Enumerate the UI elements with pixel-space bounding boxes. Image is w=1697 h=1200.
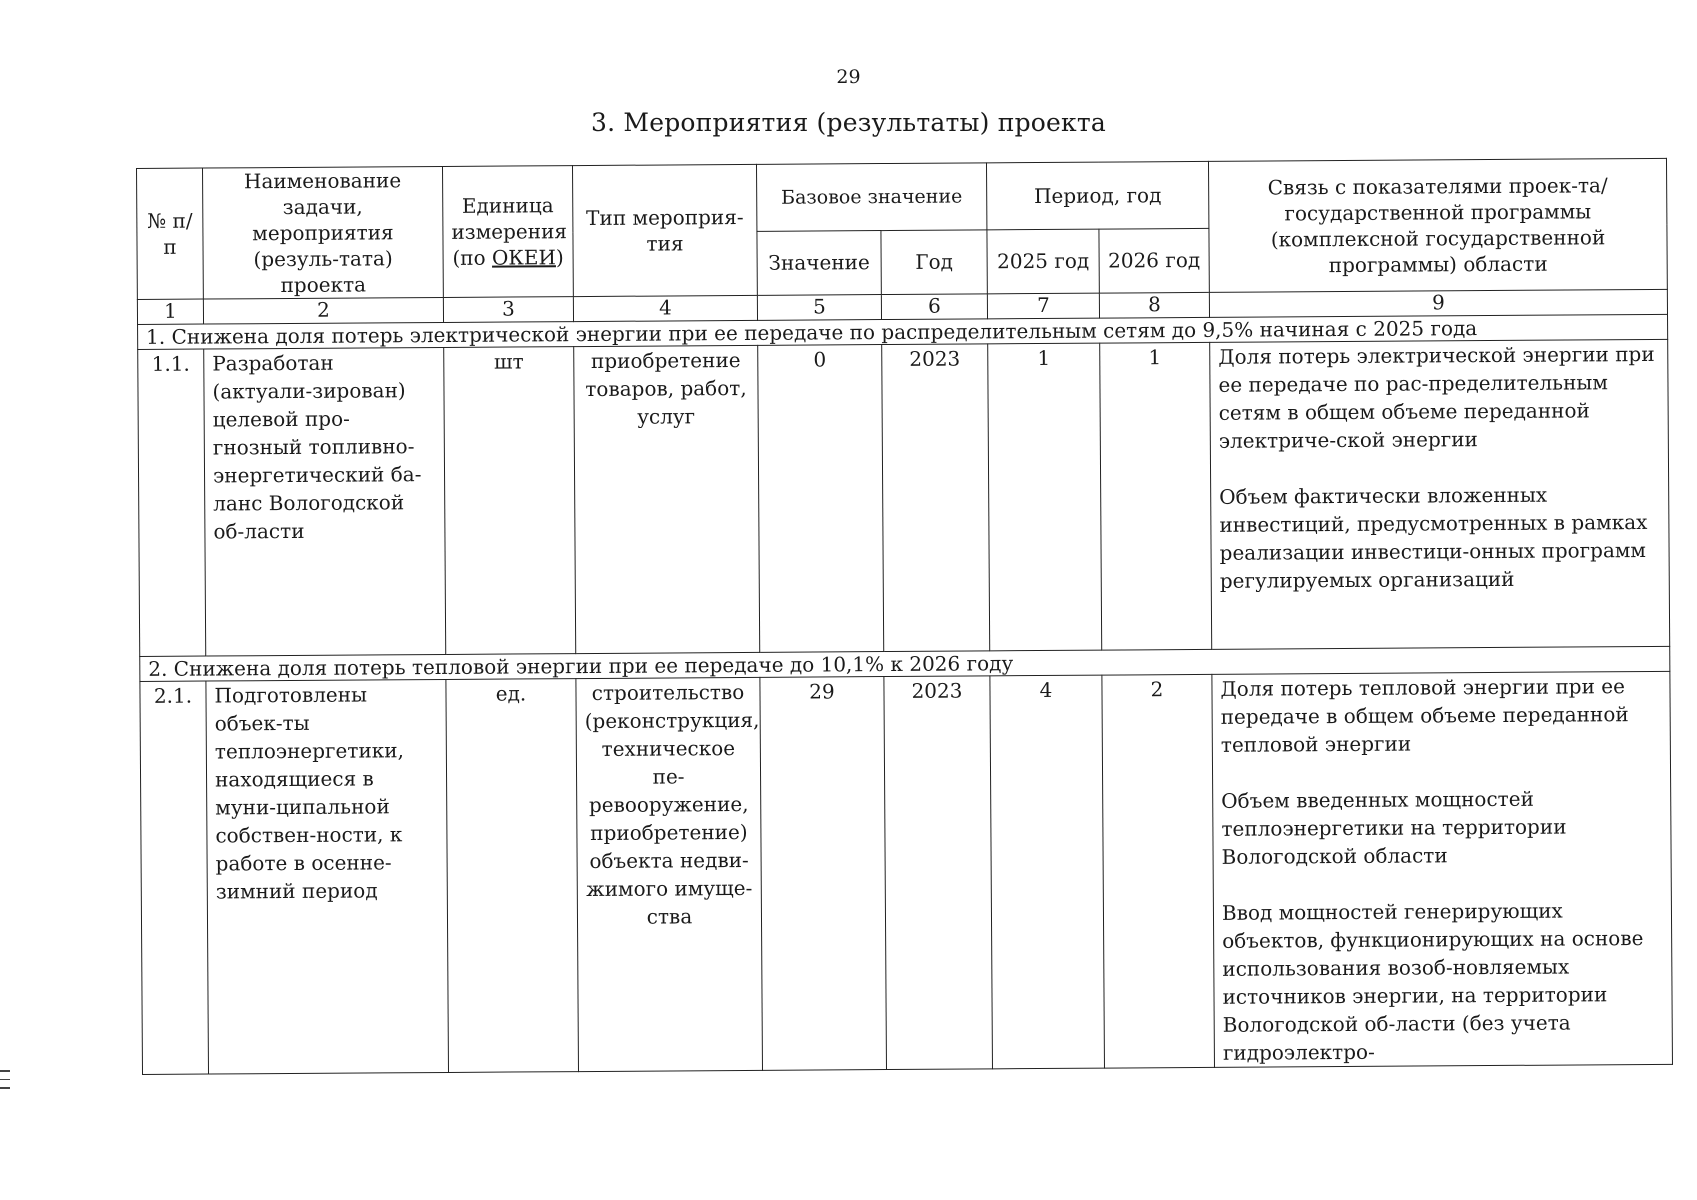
page-number: 29 <box>836 66 861 88</box>
column-number: 8 <box>1099 292 1209 318</box>
link-indicator: Доля потерь электрической энергии при ее передаче по рас-пределительным сетям в общем объеме переданной электриче-ской энергии <box>1218 341 1655 453</box>
row-2026: 2 <box>1102 674 1215 1068</box>
header-row-top <box>137 158 1667 235</box>
link-indicator: Объем фактически вложенных инвестиций, предусмотренных в рамках реализации инвестици-онных программ регулируемых организаций <box>1219 482 1648 593</box>
link-indicator: Доля потерь тепловой энергии при ее передаче в общем объеме переданной тепловой энергии <box>1220 674 1629 757</box>
header-base-year: Год <box>881 230 987 295</box>
header-base: Базовое значение <box>756 163 986 231</box>
link-indicator: Объем введенных мощностей теплоэнергетики на территории Вологодской области <box>1221 786 1567 869</box>
header-period: Период, год <box>986 161 1208 229</box>
section-title: 3. Мероприятия (результаты) проекта <box>591 108 1106 137</box>
row-2026: 1 <box>1100 342 1212 650</box>
header-type: Тип мероприя-тия <box>572 164 757 296</box>
measures-table <box>136 158 1673 1075</box>
row-base-value: 0 <box>758 345 884 653</box>
column-number: 5 <box>757 295 881 321</box>
header-2026: 2026 год <box>1099 228 1209 293</box>
column-number: 6 <box>881 294 987 320</box>
row-type: приобретение товаров, работ, услуг <box>574 345 760 653</box>
header-num: № п/п <box>137 168 204 299</box>
link-indicator: Ввод мощностей генерирующих объектов, функционирующих на основе использования возоб-новляемых источников энергии, на территории Вологодской об-ласти (без учета гидроэлектро- <box>1221 898 1644 1065</box>
row-unit: шт <box>444 347 576 655</box>
row-type: строительство (реконструкция, техническое пе-ревооружение, приобретение) объекта недви-жимого имуще-ства <box>576 677 763 1071</box>
header-base-value: Значение <box>757 230 881 295</box>
row-links <box>1210 339 1670 649</box>
row-links <box>1212 671 1673 1067</box>
table-row <box>138 339 1670 656</box>
column-number: 3 <box>443 297 573 323</box>
row-num: 2.1. <box>140 681 209 1074</box>
header-link: Связь с показателями проек-та/государственной программы (комплексной государственной программы) области <box>1208 158 1667 292</box>
okei-link[interactable]: ОКЕИ <box>491 245 556 270</box>
column-number: 1 <box>137 299 203 324</box>
column-number: 9 <box>1209 289 1667 317</box>
table-row <box>140 671 1673 1074</box>
row-name: Подготовлены объек-ты теплоэнергетики, находящиеся в муни-ципальной собствен-ности, к работе в осенне-зимний период <box>206 679 449 1074</box>
group-title: 2. Снижена доля потерь тепловой энергии при ее передаче до 10,1% к 2026 году <box>140 646 1670 681</box>
row-base-year: 2023 <box>882 344 990 652</box>
measures-table-container <box>136 158 1672 1075</box>
header-name: Наименование задачи, мероприятия (резуль-тата) проекта <box>203 166 444 299</box>
row-2025: 1 <box>988 343 1102 651</box>
row-num: 1.1. <box>138 349 206 656</box>
row-base-value: 29 <box>760 677 887 1071</box>
row-unit: ед. <box>446 679 579 1073</box>
header-2025: 2025 год <box>987 229 1099 294</box>
row-name: Разработан (актуали-зирован) целевой про-гнозный топливно-энергетический ба-ланс Вологодской об-ласти <box>204 347 446 656</box>
column-number: 2 <box>203 297 443 324</box>
row-2025: 4 <box>990 675 1105 1069</box>
column-number: 7 <box>987 293 1099 319</box>
column-number: 4 <box>573 295 757 321</box>
group-title: 1. Снижена доля потерь электрической энергии при ее передаче по распределительным сетям до 9,5% начиная с 2025 года <box>138 314 1668 349</box>
header-unit: Единица измерения (по ОКЕИ) <box>442 166 573 298</box>
binding-margin-mark <box>0 1070 10 1096</box>
row-base-year: 2023 <box>884 676 993 1070</box>
